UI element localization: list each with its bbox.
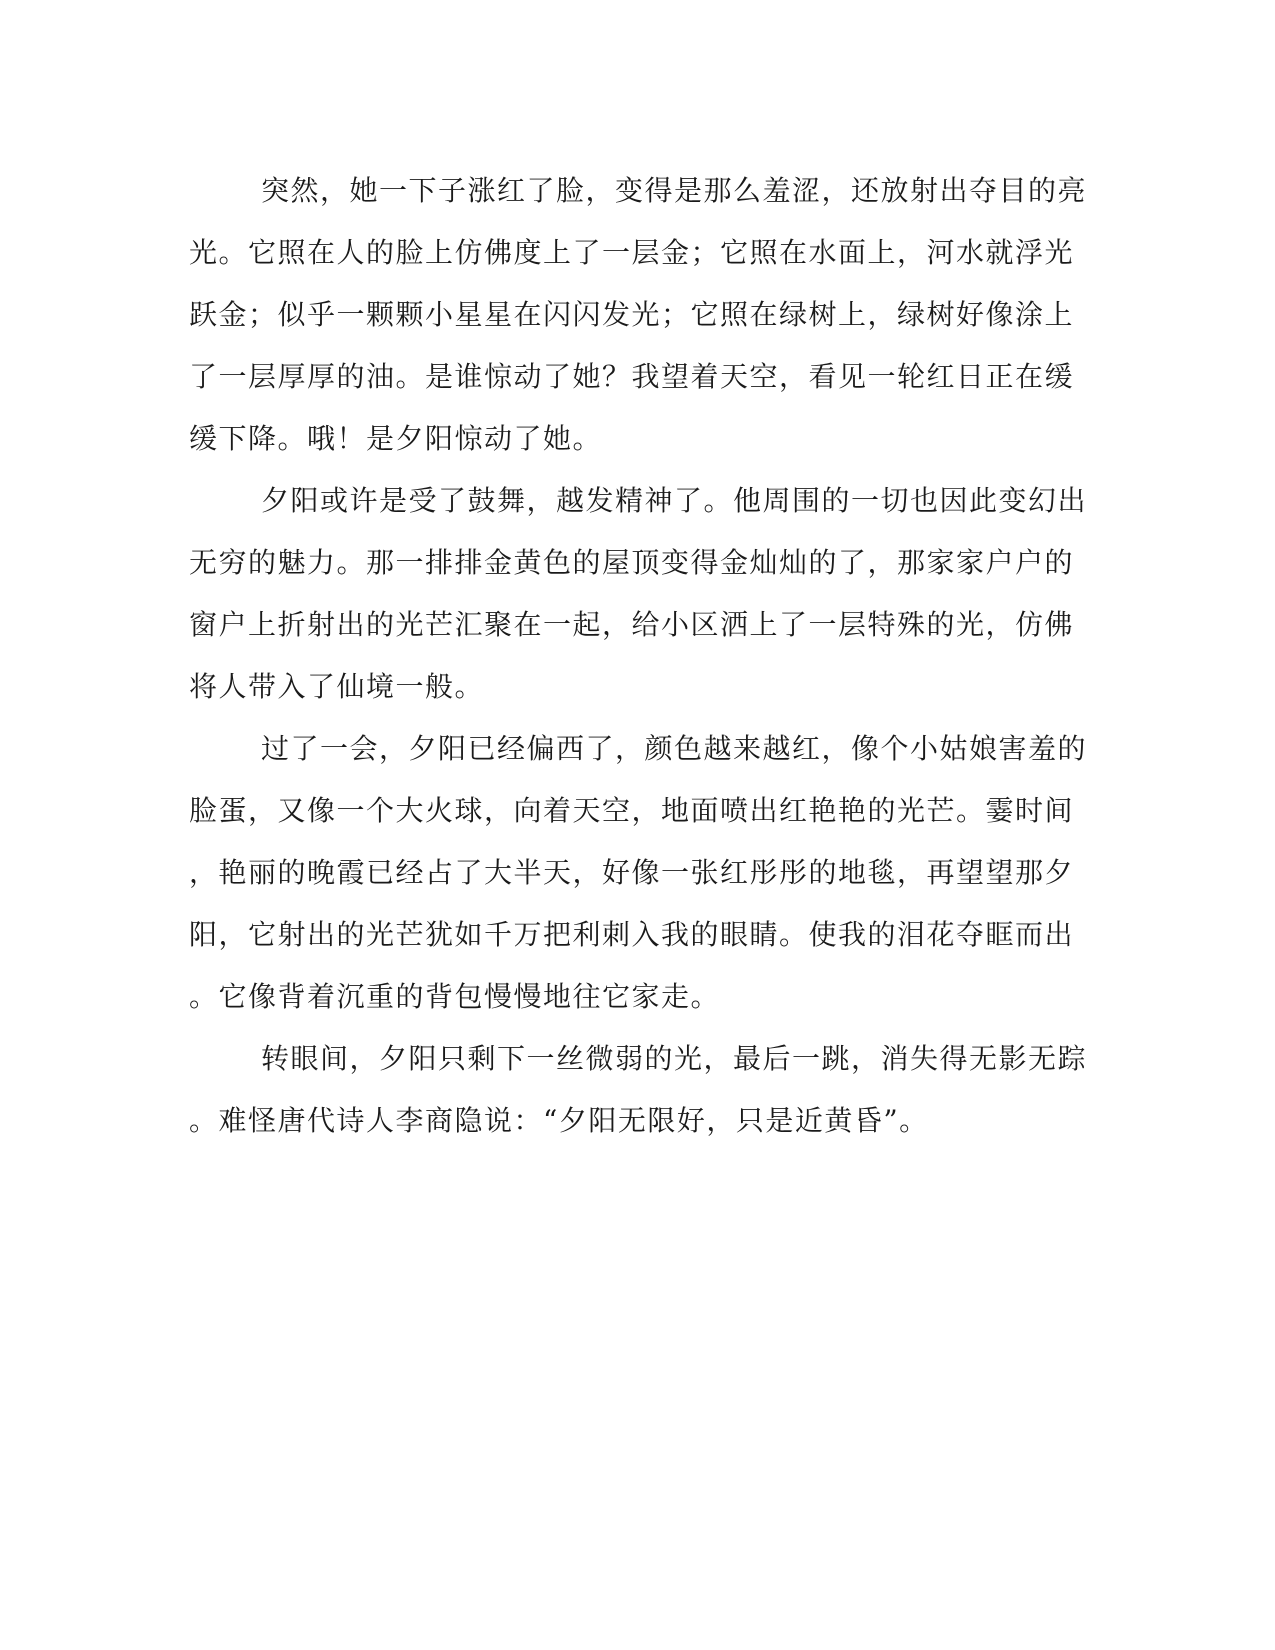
text-line: 过了一会，夕阳已经偏西了，颜色越来越红，像个小姑娘害羞的 xyxy=(261,732,1088,765)
text-line: 将人带入了仙境一般。 xyxy=(189,670,485,703)
essay-body xyxy=(189,160,1089,1152)
text-line: ，艳丽的晚霞已经占了大半天，好像一张红彤彤的地毯，再望望那夕 xyxy=(189,856,1075,889)
paragraph-3 xyxy=(189,718,1089,1028)
text-line: 窗户上折射出的光芒汇聚在一起，给小区洒上了一层特殊的光，仿佛 xyxy=(189,608,1075,641)
text-line: 缓下降。哦！是夕阳惊动了她。 xyxy=(189,422,603,455)
text-line: 转眼间，夕阳只剩下一丝微弱的光，最后一跳，消失得无影无踪 xyxy=(261,1042,1088,1075)
text-line: 了一层厚厚的油。是谁惊动了她？我望着天空，看见一轮红日正在缓 xyxy=(189,360,1075,393)
text-line: 跃金；似乎一颗颗小星星在闪闪发光；它照在绿树上，绿树好像涂上 xyxy=(189,298,1075,331)
paragraph-1 xyxy=(189,160,1089,470)
text-line: 光。它照在人的脸上仿佛度上了一层金；它照在水面上，河水就浮光 xyxy=(189,236,1075,269)
paragraph-4 xyxy=(189,1028,1089,1152)
text-line: 夕阳或许是受了鼓舞，越发精神了。他周围的一切也因此变幻出 xyxy=(261,484,1088,517)
text-line: 突然，她一下子涨红了脸，变得是那么羞涩，还放射出夺目的亮 xyxy=(261,174,1088,207)
paragraph-2 xyxy=(189,470,1089,718)
text-line: 脸蛋，又像一个大火球，向着天空，地面喷出红艳艳的光芒。霎时间 xyxy=(189,794,1075,827)
text-line: 。难怪唐代诗人李商隐说：“夕阳无限好，只是近黄昏”。 xyxy=(189,1104,929,1137)
text-line: 阳，它射出的光芒犹如千万把利刺入我的眼睛。使我的泪花夺眶而出 xyxy=(189,918,1075,951)
text-line: 。它像背着沉重的背包慢慢地往它家走。 xyxy=(189,980,721,1013)
text-line: 无穷的魅力。那一排排金黄色的屋顶变得金灿灿的了，那家家户户的 xyxy=(189,546,1075,579)
